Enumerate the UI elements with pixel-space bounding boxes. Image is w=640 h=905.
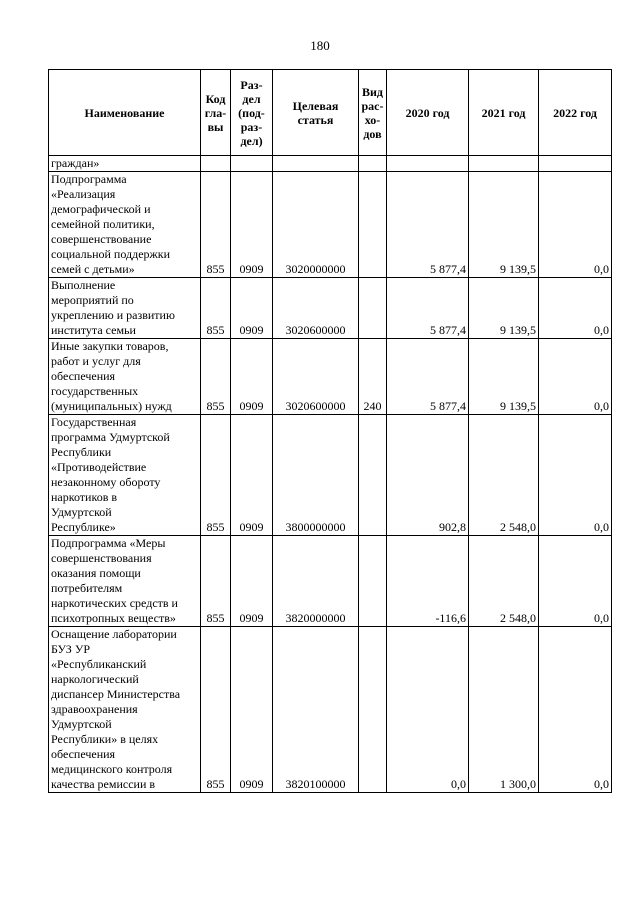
row-2021: 2 548,0 bbox=[469, 415, 539, 536]
table-row bbox=[49, 339, 612, 415]
row-chapter: 855 bbox=[201, 339, 231, 415]
row-2022 bbox=[539, 156, 612, 172]
row-2020: 902,8 bbox=[387, 415, 469, 536]
row-target: 3820100000 bbox=[273, 627, 359, 793]
budget-table bbox=[48, 69, 612, 793]
row-2021: 9 139,5 bbox=[469, 278, 539, 339]
row-section: 0909 bbox=[231, 278, 273, 339]
row-target: 3800000000 bbox=[273, 415, 359, 536]
row-2020: 5 877,4 bbox=[387, 278, 469, 339]
row-2021 bbox=[469, 156, 539, 172]
header-2021: 2021 год bbox=[469, 70, 539, 156]
table-row bbox=[49, 627, 612, 793]
header-name: Наименование bbox=[49, 70, 201, 156]
row-expense: 240 bbox=[359, 339, 387, 415]
row-chapter: 855 bbox=[201, 415, 231, 536]
header-row bbox=[49, 70, 612, 156]
row-section: 0909 bbox=[231, 627, 273, 793]
row-2022: 0,0 bbox=[539, 536, 612, 627]
row-target: 3020000000 bbox=[273, 172, 359, 278]
row-section: 0909 bbox=[231, 339, 273, 415]
row-name: Государственная программа Удмуртской Республики «Противодействие незаконному обороту наркотиков в Удмуртской Республике» bbox=[49, 415, 201, 536]
row-name: Подпрограмма «Меры совершенствования оказания помощи потребителям наркотических средств и психотропных веществ» bbox=[49, 536, 201, 627]
table-row bbox=[49, 415, 612, 536]
row-name: Оснащение лаборатории БУЗ УР «Республиканский наркологический диспансер Министерства здравоохранения Удмуртской Республики» в целях обеспечения медицинского контроля качества ремиссии в bbox=[49, 627, 201, 793]
row-2022: 0,0 bbox=[539, 278, 612, 339]
table-row bbox=[49, 156, 612, 172]
row-section: 0909 bbox=[231, 172, 273, 278]
header-section: Раз- дел (под- раз- дел) bbox=[231, 70, 273, 156]
row-section: 0909 bbox=[231, 415, 273, 536]
row-chapter: 855 bbox=[201, 627, 231, 793]
row-2021: 9 139,5 bbox=[469, 339, 539, 415]
row-section: 0909 bbox=[231, 536, 273, 627]
table-row bbox=[49, 536, 612, 627]
row-expense bbox=[359, 627, 387, 793]
row-chapter bbox=[201, 156, 231, 172]
row-2022: 0,0 bbox=[539, 339, 612, 415]
row-target: 3820000000 bbox=[273, 536, 359, 627]
row-2021: 1 300,0 bbox=[469, 627, 539, 793]
row-target: 3020600000 bbox=[273, 339, 359, 415]
row-name: Иные закупки товаров, работ и услуг для обеспечения государственных (муниципальных) нужд bbox=[49, 339, 201, 415]
header-2022: 2022 год bbox=[539, 70, 612, 156]
row-chapter: 855 bbox=[201, 172, 231, 278]
row-name: Подпрограмма «Реализация демографической и семейной политики, совершенствование социальной поддержки семей с детьми» bbox=[49, 172, 201, 278]
table-row bbox=[49, 172, 612, 278]
row-expense bbox=[359, 172, 387, 278]
row-expense bbox=[359, 415, 387, 536]
table-row bbox=[49, 278, 612, 339]
row-chapter: 855 bbox=[201, 536, 231, 627]
row-expense bbox=[359, 156, 387, 172]
row-chapter: 855 bbox=[201, 278, 231, 339]
row-2021: 9 139,5 bbox=[469, 172, 539, 278]
row-2020: 5 877,4 bbox=[387, 172, 469, 278]
header-chapter: Код гла- вы bbox=[201, 70, 231, 156]
page-number: 180 bbox=[310, 38, 330, 53]
header-2020: 2020 год bbox=[387, 70, 469, 156]
row-2020: 5 877,4 bbox=[387, 339, 469, 415]
row-2020: -116,6 bbox=[387, 536, 469, 627]
row-2022: 0,0 bbox=[539, 415, 612, 536]
row-name: Выполнение мероприятий по укреплению и развитию института семьи bbox=[49, 278, 201, 339]
row-expense bbox=[359, 536, 387, 627]
row-2022: 0,0 bbox=[539, 172, 612, 278]
row-name: граждан» bbox=[49, 156, 201, 172]
row-2022: 0,0 bbox=[539, 627, 612, 793]
header-target: Целевая статья bbox=[273, 70, 359, 156]
row-2021: 2 548,0 bbox=[469, 536, 539, 627]
row-2020: 0,0 bbox=[387, 627, 469, 793]
row-target: 3020600000 bbox=[273, 278, 359, 339]
row-2020 bbox=[387, 156, 469, 172]
row-expense bbox=[359, 278, 387, 339]
header-expense: Вид рас- хо- дов bbox=[359, 70, 387, 156]
row-target bbox=[273, 156, 359, 172]
row-section bbox=[231, 156, 273, 172]
